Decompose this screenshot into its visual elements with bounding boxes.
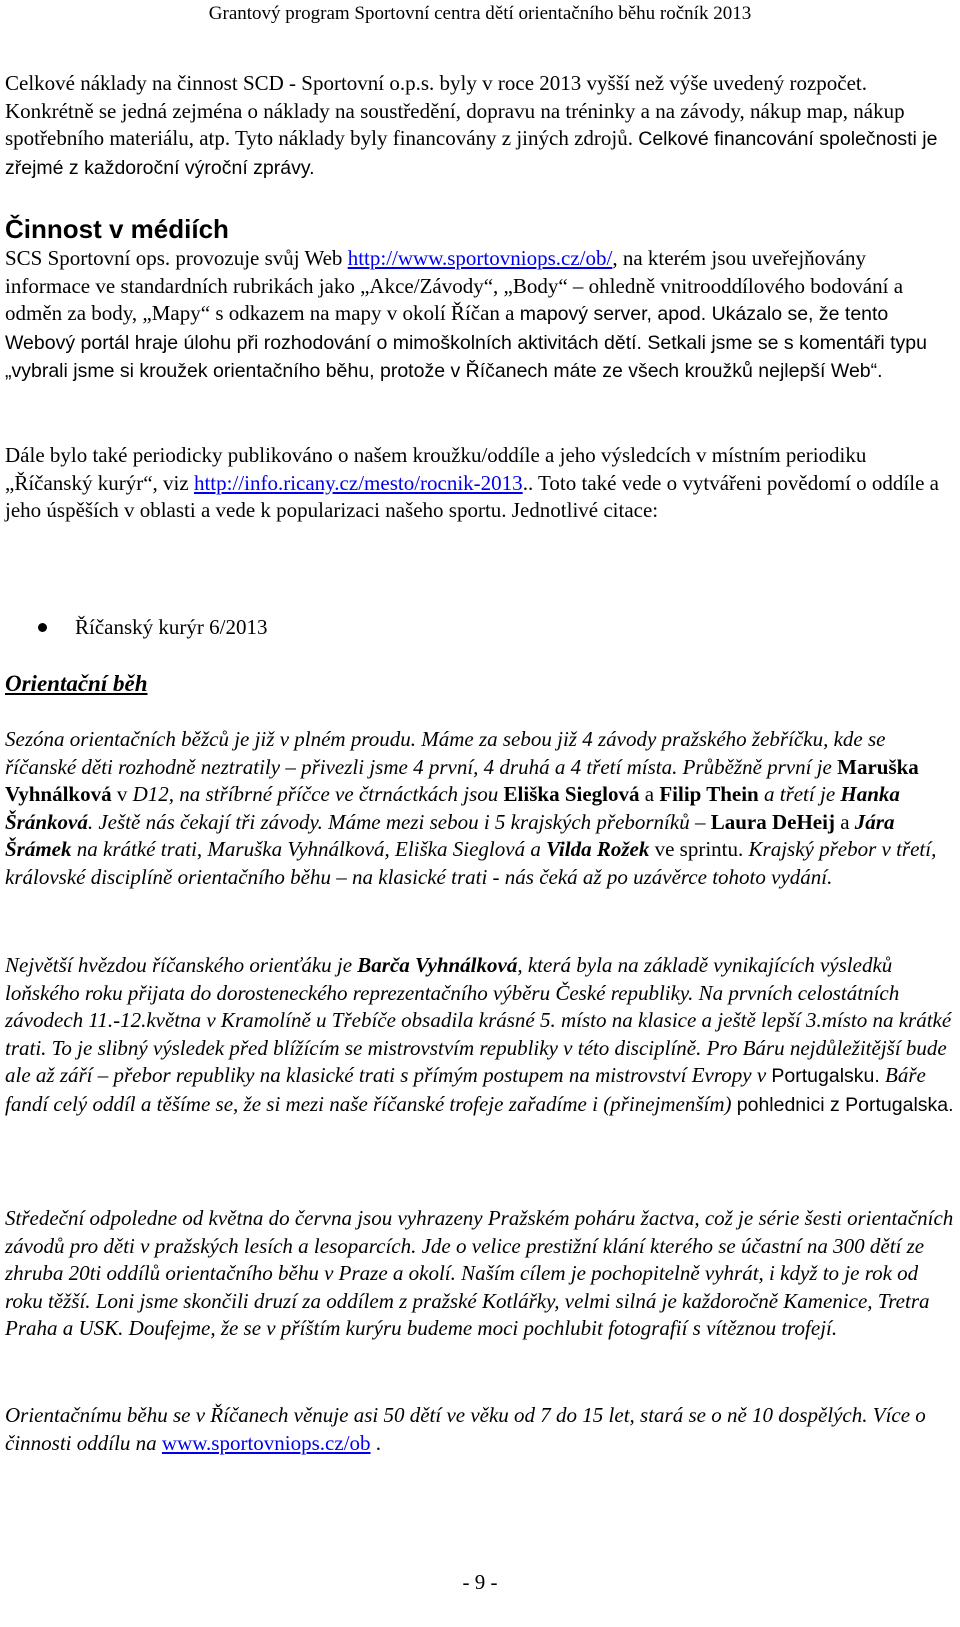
costs-paragraph xyxy=(5,70,955,182)
name-sieglova: Eliška Sieglová xyxy=(503,782,640,806)
name-thein: Filip Thein xyxy=(659,782,759,806)
a2-text-4: Báře fandí celý oddíl a těšíme se, že si mezi naše říčanské trofeje zařadíme i (přinejmenším) xyxy=(5,1063,926,1116)
ricany-link[interactable]: http://info.ricany.cz/mesto/rocnik-2013 xyxy=(193,470,523,495)
a1-text: Sezóna orientačních běžců je již v plném proudu. Máme za sebou již 4 závody pražského žebříčku, kde se říčanské děti rozhodně neztratily – přivezli jsme 4 první, 4 druhá a 4 třetí místa. Průběžně první je xyxy=(5,727,886,779)
media-text-2: , na kterém jsou uveřejňovány informace ve standardních rubrikách jako „Akce/Závody“, „Body“ – ohledně vnitrooddílového bodování a odměn za body, „Mapy“ s odkazem na mapy v okolí Říčan a xyxy=(5,246,904,325)
periodical-text: Dále bylo také periodicky publikováno o našem kroužku/oddíle a jeho výsledcích v místním periodiku „Říčanský kurýr“, viz xyxy=(5,443,867,495)
citation-label: Říčanský kurýr 6/2013 xyxy=(75,615,268,639)
a1-text-2: v xyxy=(111,782,133,806)
name-barca: Barča Vyhnálková xyxy=(357,953,518,977)
costs-text: Celkové náklady na činnost SCD - Sportovní o.p.s. byly v roce 2013 vyšší než výše uvedený rozpočet. Konkrétně se jedná zejména o náklady na soustředění, dopravu na tréninky a na závody, nákup map, nákup spotřebního materiálu, atp. Tyto náklady byly financovány z jiných zdrojů. xyxy=(5,71,905,150)
a1-text-5: a třetí je xyxy=(758,782,841,806)
article-paragraph-2 xyxy=(5,952,955,1119)
a1-text-9: ve sprintu. xyxy=(649,837,749,861)
bullet-icon xyxy=(38,623,47,632)
a1-text-6: . Ještě nás čekají tři závody. Máme mezi sebou i 5 krajských přeborníků – xyxy=(87,809,711,834)
name-sramek: Jára Šrámek xyxy=(5,809,895,861)
article-paragraph-3 xyxy=(5,1205,955,1343)
page-number: - 9 - xyxy=(462,1570,498,1594)
media-text: SCS Sportovní ops. provozuje svůj Web xyxy=(5,246,348,270)
name-vyhnalkova: Maruška Vyhnálková xyxy=(5,754,919,806)
a4-text: Orientačnímu běhu se v Říčanech věnuje asi 50 dětí ve věku od 7 do 15 let, stará se o ně 10 dospělých. Více o činnosti oddílu na xyxy=(5,1403,926,1455)
page-header: Grantový program Sportovní centra dětí orientačního běhu ročník 2013 xyxy=(208,3,752,24)
section-title: Činnost v médiích xyxy=(5,214,229,244)
a1-text-3: D12, na stříbrné příčce ve čtrnáctkách jsou xyxy=(132,782,504,806)
a2-text-2: , která byla na základě vynikajících výsledků loňského roku přijata do dorosteneckého reprezentačního výběru České republiky. Na prvních celostátních závodech 11.-12.května v Kramolíně u Třebíče obsadila krásné 5. místo na klasice a ještě lepší 3.místo na krátké trati. To je slibný výsledek před blížícím se mistrovstvím republiky v této disciplíně. Pro Báru nejdůležitější bude ale až září – přebor republiky na klasické trati s přímým postupem na mistrovství Evropy v xyxy=(5,953,952,1087)
media-paragraph xyxy=(5,245,955,386)
a3-text: Středeční odpoledne od května do června jsou vyhrazeny Pražském poháru žactva, což je série šesti orientačních závodů pro děti v pražských lesích a lesoparcích. Jde o velice prestižní klání kterého se účastní na 300 dětí ze zhruba 20ti oddílů orientačního běhu v Praze a okolí. Naším cílem je pochopitelně vyhrát, i když to je rok od roku těžší. Loni jsme skončili druzí za oddílem z pražské Kotlářky, velmi silná je každoročně Kamenice, Tretra Praha a USK. Doufejme, že se v příštím kurýru budeme moci pochlubit fotografií s vítěznou trofejí. xyxy=(5,1206,954,1340)
sportovniops-link[interactable]: http://www.sportovniops.cz/ob/ xyxy=(347,246,613,270)
article-title: Orientační běh xyxy=(5,671,148,696)
article-paragraph-1 xyxy=(5,726,955,891)
name-deheij: Laura DeHeij xyxy=(710,809,835,834)
costs-text-annual: Celkové financování společnosti je zřejmé z každoroční výroční zprávy. xyxy=(5,128,938,179)
a1-text-4: a xyxy=(639,782,660,806)
a4-text-2: . xyxy=(370,1430,382,1455)
a1-text-8: na krátké trati, Maruška Vyhnálková, Eliška Sieglová a xyxy=(71,837,547,861)
name-srankova: Hanka Šránková xyxy=(5,782,900,834)
a2-text-5: pohlednici z Portugalska. xyxy=(736,1093,954,1116)
a1-text-10: Krajský přebor v třetí, královské disciplíně orientačního běhu – na klasické trati - nás čeká až po uzávěrce tohoto vydání. xyxy=(5,837,937,889)
citation-list-item xyxy=(38,613,267,641)
a1-text-7: a xyxy=(834,809,855,834)
a2-text-3: Portugalsku. xyxy=(771,1065,880,1087)
periodical-text-2: .. Toto také vede o vytvářeni povědomí o oddíle a jeho úspěších v oblasti a vede k popularizaci našeho sportu. Jednotlivé citace: xyxy=(5,470,939,522)
article-paragraph-4 xyxy=(5,1402,955,1457)
name-rozek: Vilda Rožek xyxy=(546,837,650,861)
periodical-paragraph xyxy=(5,442,955,525)
media-text-3: mapový server, apod. Ukázalo se, že tento Webový portál hraje úlohu při rozhodování o mimoškolních aktivitách dětí. Setkali jsme se s komentáři typu „vybrali jsme si kroužek orientačního běhu, protože v Říčanech máte ze všech kroužků nejlepší Web“. xyxy=(5,303,927,382)
oddil-link[interactable]: www.sportovniops.cz/ob xyxy=(161,1430,371,1455)
a2-text: Největší hvězdou říčanského orienťáku je xyxy=(5,953,358,977)
